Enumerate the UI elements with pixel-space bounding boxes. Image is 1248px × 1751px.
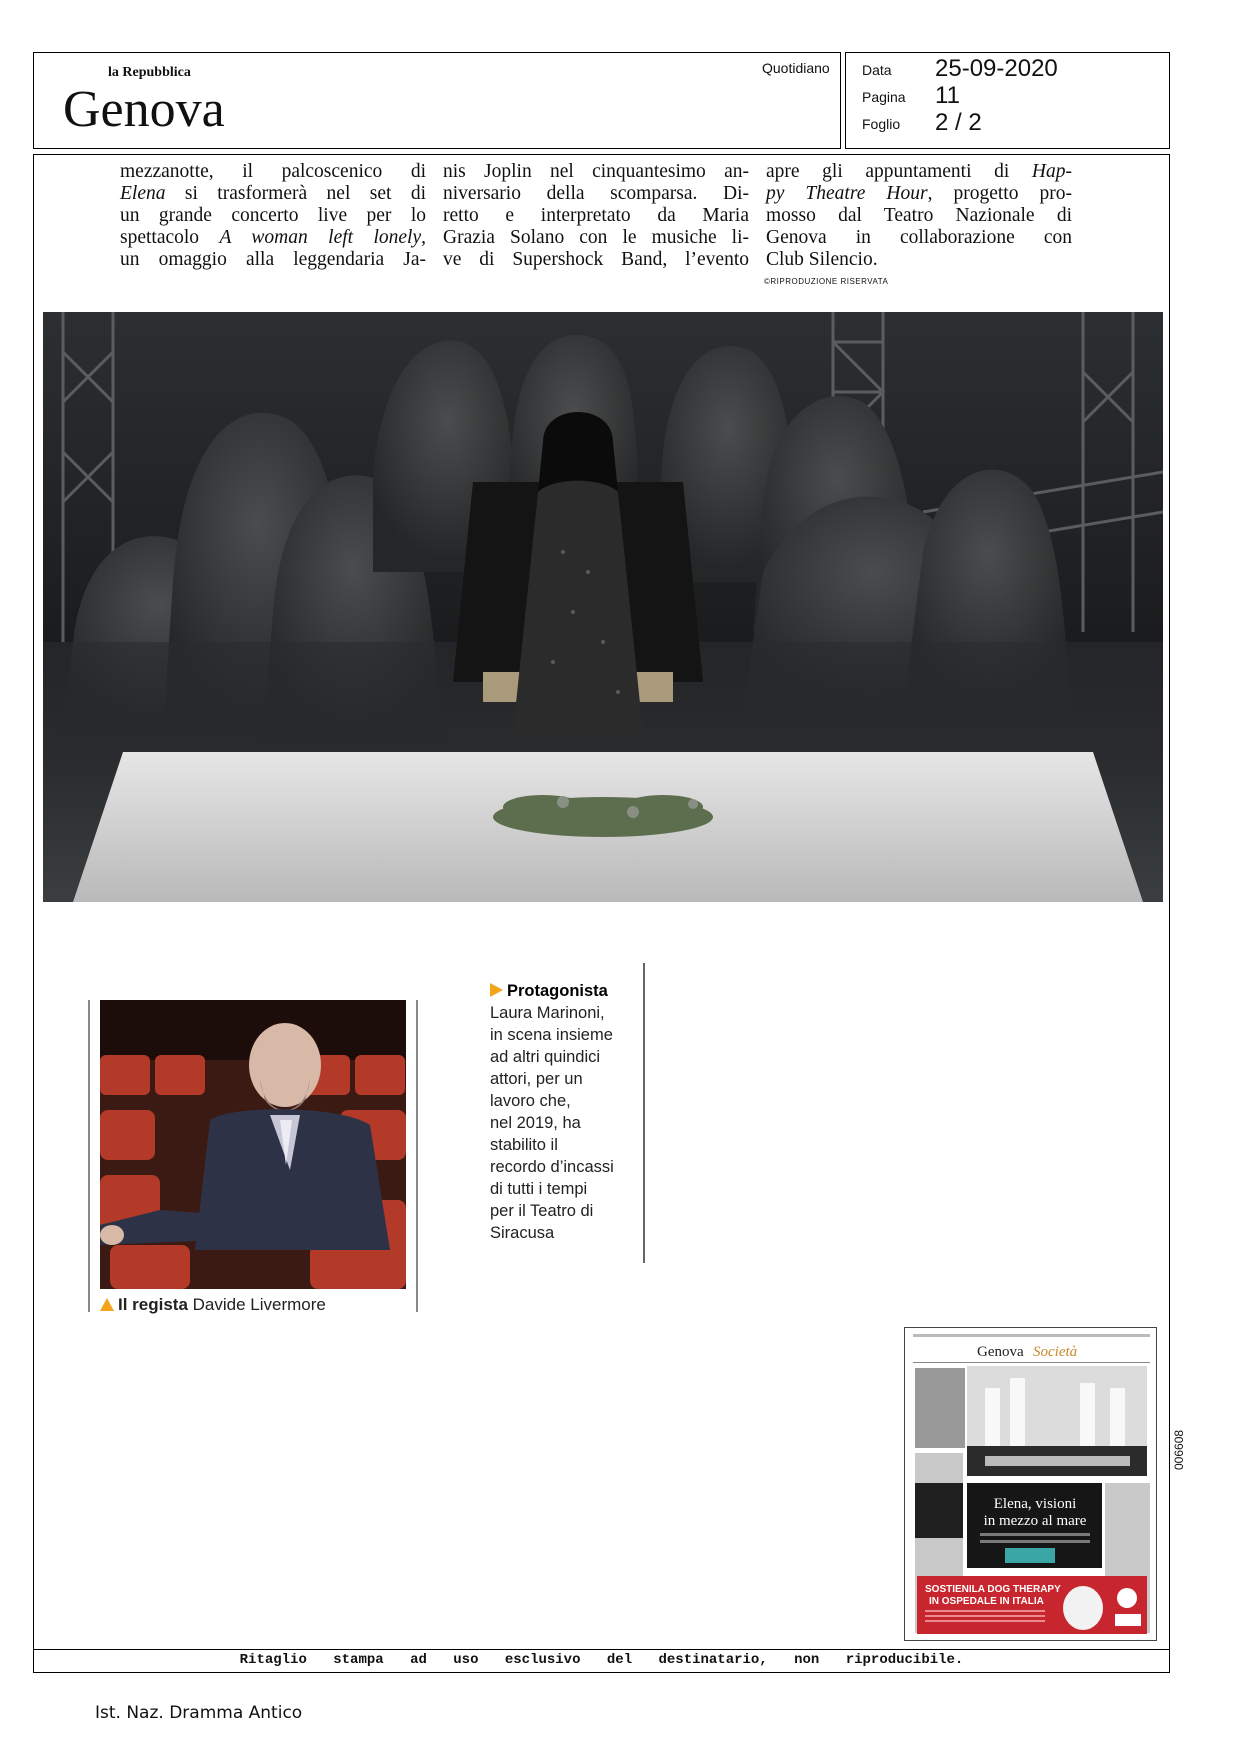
page-thumbnail-illustration <box>905 1328 1157 1641</box>
footer-notice: Ritaglio stampa ad uso esclusivo del destinatario, non riproducibile. <box>239 1652 964 1668</box>
meta-label-data: Data <box>862 62 892 78</box>
sidebar-line: recordo d’incassi <box>490 1158 614 1176</box>
meta-value-data: 25-09-2020 <box>935 55 1058 82</box>
thumb-section: Genova <box>977 1344 1024 1360</box>
article-column-3 <box>766 161 1072 271</box>
director-name: Davide Livermore <box>192 1295 326 1314</box>
article-column-2 <box>443 161 749 271</box>
frequency-label: Quotidiano <box>762 60 830 76</box>
client-name: Ist. Naz. Dramma Antico <box>95 1703 303 1723</box>
meta-value-pagina: 11 <box>935 82 960 109</box>
publication-title: Genova <box>63 81 225 138</box>
thumb-headline-1: Elena, visioni <box>993 1496 1077 1512</box>
text-line: ve di Supershock Band, l’evento <box>443 249 749 270</box>
text-line: mosso dal Teatro Nazionale di <box>766 205 1072 226</box>
triangle-right-icon <box>490 983 503 997</box>
sidebar-line: Siracusa <box>490 1224 555 1242</box>
sidebar-line: Laura Marinoni, <box>490 1004 605 1022</box>
page-thumbnail <box>904 1327 1157 1641</box>
sidebar-line: di tutti i tempi <box>490 1180 588 1198</box>
sidebar-heading: Protagonista <box>490 980 640 1002</box>
meta-label-foglio: Foglio <box>862 116 901 132</box>
sidebar-line: per il Teatro di <box>490 1202 594 1220</box>
text-line: retto e interpretato da Maria <box>443 205 749 226</box>
text-line: nis Joplin nel cinquantesimo an- <box>443 161 749 182</box>
thumb-headline-2: in mezzo al mare <box>983 1513 1087 1529</box>
italic-title: py Theatre Hour <box>766 183 928 204</box>
meta-label-pagina: Pagina <box>862 89 906 105</box>
text-line: Grazia Solano con le musiche li- <box>443 227 749 248</box>
text-line: Elena si trasformerà nel set di <box>120 183 426 204</box>
photo-frame-right <box>416 1000 418 1312</box>
stage-photo <box>43 312 1163 902</box>
sidebar-line: ad altri quindici <box>490 1048 601 1066</box>
publication-small: la Repubblica <box>108 65 191 80</box>
thumb-section-italic: Società <box>1033 1344 1078 1360</box>
text-line: niversario della scomparsa. Di- <box>443 183 749 204</box>
sidebar-line: in scena insieme <box>490 1026 613 1044</box>
italic-title: A woman left lonely <box>219 227 422 248</box>
photo-frame-left <box>88 1000 90 1312</box>
text-line: py Theatre Hour, progetto pro- <box>766 183 1072 204</box>
stage-photo-illustration <box>43 312 1163 902</box>
text-line: Genova in collaborazione con <box>766 227 1072 248</box>
thumb-ad-line-1: SOSTIENILA DOG THERAPY <box>925 1584 1061 1595</box>
meta-value-foglio: 2 / 2 <box>935 109 982 136</box>
text-line: un omaggio alla leggendaria Ja- <box>120 249 426 270</box>
italic-title: Hap- <box>1031 161 1072 182</box>
director-caption <box>100 1295 326 1315</box>
text-line: apre gli appuntamenti di Hap- <box>766 161 1072 182</box>
copyright-notice: ©RIPRODUZIONE RISERVATA <box>764 277 889 286</box>
sidebar-line: lavoro che, <box>490 1092 571 1110</box>
text-line: mezzanotte, il palcoscenico di <box>120 161 426 182</box>
sidebar-line: attori, per un <box>490 1070 583 1088</box>
sidebar-rule <box>643 963 645 1263</box>
page-code: 006608 <box>1172 1429 1186 1470</box>
text-line: un grande concerto live per lo <box>120 205 426 226</box>
text-line: Club Silencio. <box>766 249 878 270</box>
sidebar-caption <box>490 980 640 1244</box>
director-label: Il regista <box>118 1295 188 1314</box>
italic-title: Elena <box>120 183 166 204</box>
thumb-ad-line-2: IN OSPEDALE IN ITALIA <box>929 1596 1044 1607</box>
triangle-up-icon <box>100 1298 114 1311</box>
sidebar-line: stabilito il <box>490 1136 558 1154</box>
director-photo <box>100 1000 406 1289</box>
text-line: spettacolo A woman left lonely, <box>120 227 427 248</box>
article-column-1 <box>120 161 426 271</box>
sidebar-line: nel 2019, ha <box>490 1114 581 1132</box>
director-photo-illustration <box>100 1000 406 1289</box>
